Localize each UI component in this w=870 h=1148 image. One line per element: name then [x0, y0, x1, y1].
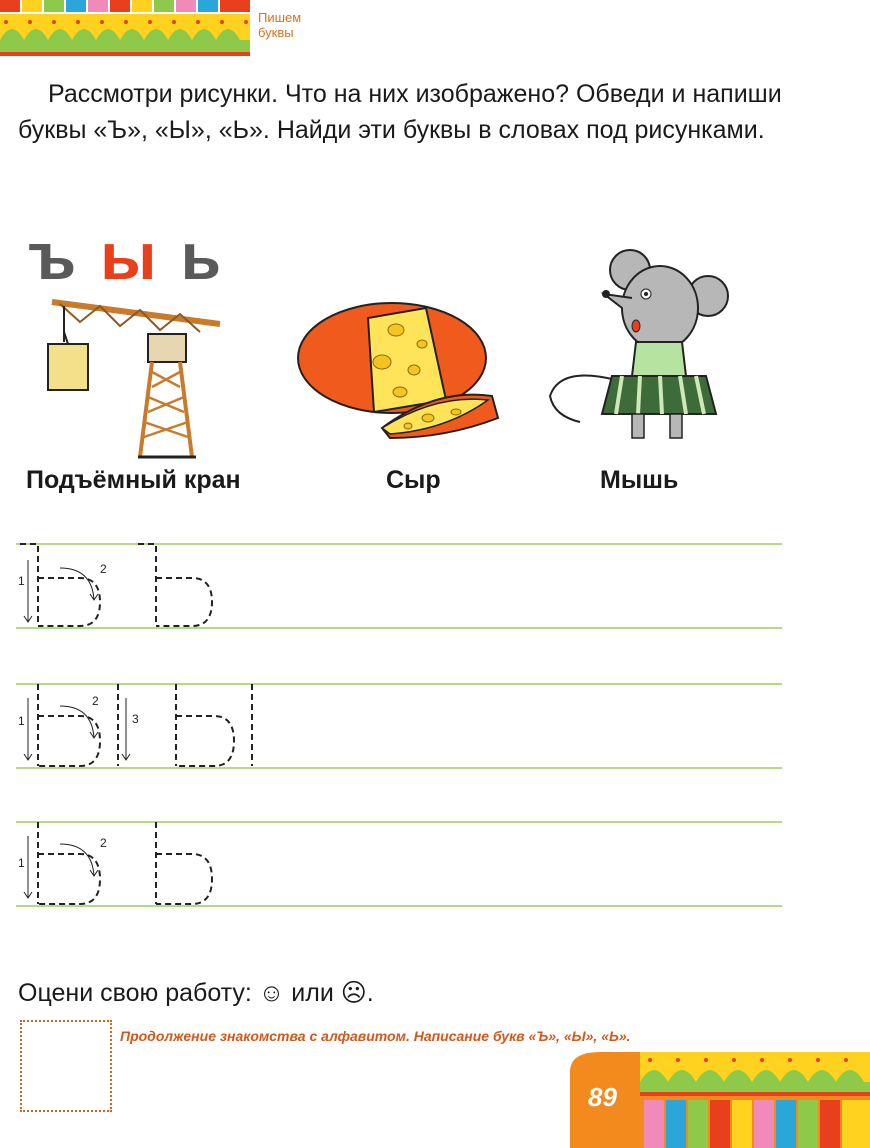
page-number: 89	[588, 1082, 617, 1112]
caption-mouse: Мышь	[600, 466, 679, 494]
stroke-number: 3	[132, 712, 139, 726]
caption-crane: Подъёмный кран	[26, 466, 241, 494]
letter-soft-sign: ь	[180, 219, 224, 293]
stroke-number: 2	[92, 694, 99, 708]
mouse-illustration	[540, 246, 740, 446]
stroke-number: 1	[18, 856, 25, 870]
stroke-number: 2	[100, 562, 107, 576]
top-decorative-border	[0, 0, 250, 60]
stroke-number: 1	[18, 574, 25, 588]
footer-note: Продолжение знакомства с алфавитом. Написание букв «Ъ», «Ы», «Ь».	[120, 1028, 631, 1044]
letter-yery: ы	[100, 219, 159, 293]
grade-stamp-box[interactable]	[20, 1020, 112, 1112]
writing-practice-area[interactable]	[0, 530, 870, 930]
section-tag: Пишем буквы	[258, 10, 302, 40]
stroke-number: 1	[18, 714, 25, 728]
stroke-number: 2	[100, 836, 107, 850]
letter-sample-row	[28, 218, 245, 294]
self-rating-text: Оцени свою работу: ☺ или ☹.	[18, 979, 374, 1007]
cheese-illustration	[296, 300, 506, 450]
caption-cheese: Сыр	[386, 466, 441, 494]
letter-hard-sign: ъ	[28, 219, 79, 293]
instruction-text: Рассмотри рисунки. Что на них изображено? Обведи и напиши буквы «Ъ», «Ы», «Ь». Найди эти буквы в словах под рисунками.	[18, 80, 782, 144]
crane-illustration	[40, 292, 230, 462]
